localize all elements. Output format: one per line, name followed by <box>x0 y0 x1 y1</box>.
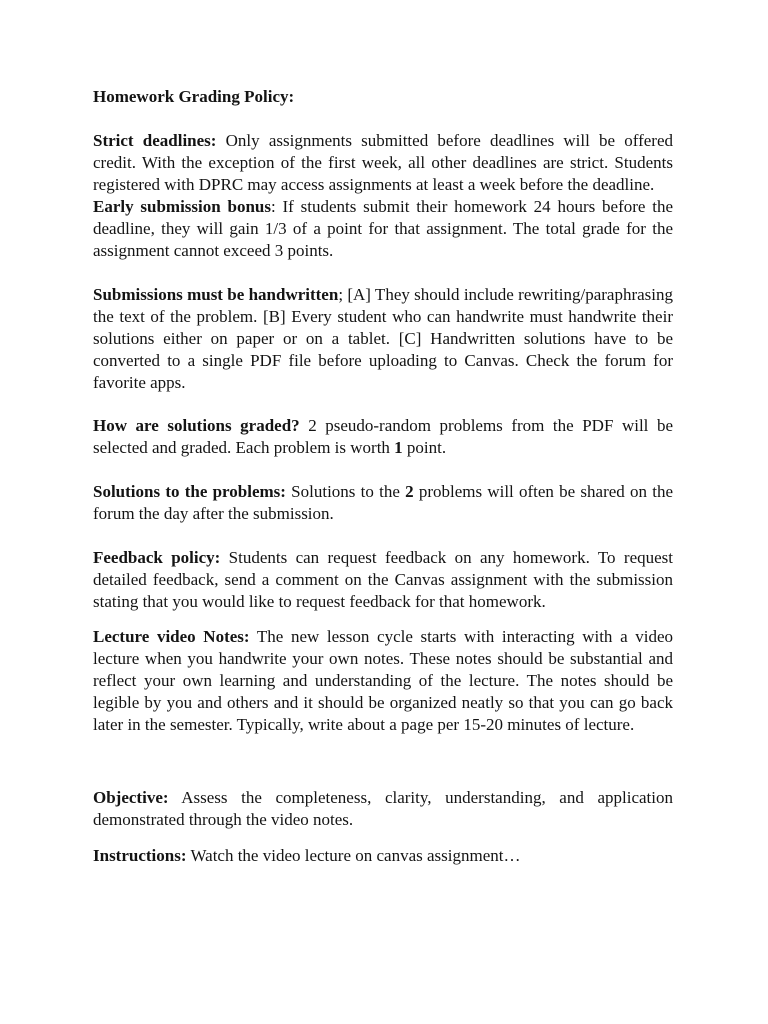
grading-text-before: 2 pseudo-random problems from the PDF will be selected and graded. Each problem is worth <box>93 416 673 457</box>
feedback-label: Feedback policy: <box>93 548 221 567</box>
paragraph-solutions <box>93 481 673 525</box>
strict-deadlines-label: Strict deadlines: <box>93 131 217 150</box>
solutions-text-after: problems will often be shared on the forum the day after the submission. <box>93 482 674 523</box>
early-submission-text: : If students submit their homework 24 hours before the deadline, they will gain 1/3 of a point for that assignment. The total grade for the assignment cannot exceed 3 points. <box>93 197 674 260</box>
instructions-label: Instructions: <box>93 846 187 865</box>
objective-label: Objective: <box>93 788 169 807</box>
strict-deadlines-text: Only assignments submitted before deadlines will be offered credit. With the exception of the first week, all other deadlines are strict. Students registered with DPRC may access assignments at least a week before the deadline. <box>93 131 673 194</box>
feedback-text: Students can request feedback on any homework. To request detailed feedback, send a comment on the Canvas assignment with the submission stating that you would like to request feedback for that homework. <box>93 548 673 611</box>
handwritten-label: Submissions must be handwritten <box>93 285 339 304</box>
paragraph-instructions <box>93 845 673 867</box>
paragraph-feedback <box>93 547 673 613</box>
paragraph-objective <box>93 787 673 831</box>
solutions-text-before: Solutions to the <box>285 482 406 501</box>
paragraph-handwritten <box>93 284 673 394</box>
lecture-notes-label: Lecture video Notes: <box>93 627 250 646</box>
document-title: Homework Grading Policy: <box>93 87 295 106</box>
solutions-label: Solutions to the problems: <box>93 482 286 501</box>
paragraph-strict-deadlines <box>93 130 673 196</box>
instructions-text: Watch the video lecture on canvas assignment… <box>186 846 521 865</box>
handwritten-text: ; [A] They should include rewriting/paraphrasing the text of the problem. [B] Every student who can handwrite must handwrite their solutions either on paper or on a tablet. [C] Handwritten solutions have to be converted to a single PDF file before uploading to Canvas. Check the forum for favorite apps. <box>93 285 673 392</box>
grading-text-after: point. <box>402 438 447 457</box>
paragraph-grading <box>93 415 673 459</box>
solutions-count: 2 <box>405 482 414 501</box>
objective-text: Assess the completeness, clarity, understanding, and application demonstrated through the video notes. <box>93 788 673 829</box>
document-body <box>93 86 673 867</box>
grading-label: How are solutions graded? <box>93 416 300 435</box>
paragraph-lecture-notes <box>93 626 673 736</box>
lecture-notes-text: The new lesson cycle starts with interacting with a video lecture when you handwrite your own notes. These notes should be substantial and reflect your own learning and understanding of the lecture. The notes should be legible by you and others and it should be organized neatly so that you can go back later in the semester. Typically, write about a page per 15-20 minutes of lecture. <box>93 627 674 734</box>
grading-points: 1 <box>394 438 403 457</box>
paragraph-early-submission <box>93 196 673 262</box>
early-submission-label: Early submission bonus <box>93 197 271 216</box>
